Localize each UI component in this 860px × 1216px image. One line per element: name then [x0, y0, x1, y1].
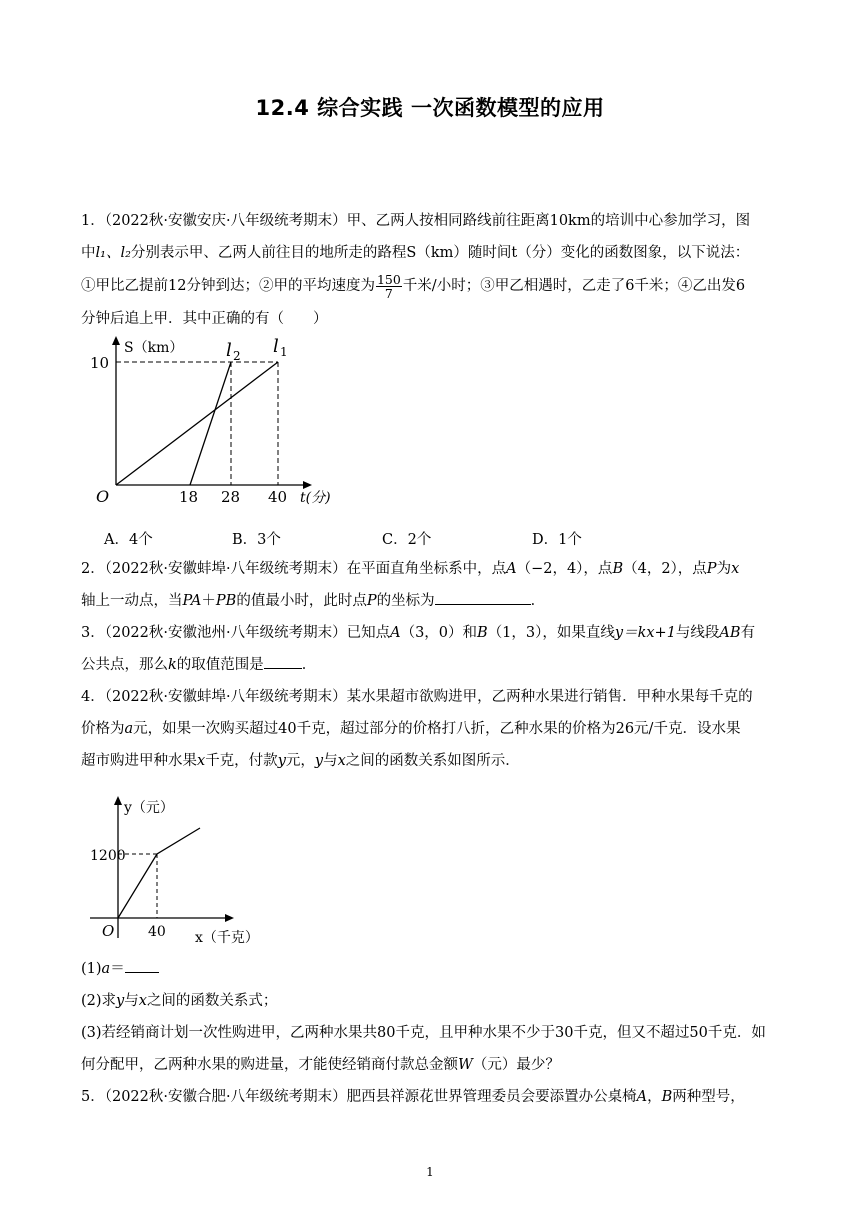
- q5-text: 5．（2022秋·安徽合肥·八年级统考期末）肥西县祥源花世界管理委员会要添置办公桌椅: [81, 1089, 637, 1105]
- q1-var-l: l₁、l₂: [95, 245, 131, 261]
- x-axis-label: t(分): [300, 490, 331, 505]
- y-axis-arrow: [114, 796, 122, 805]
- var-a: A: [636, 1089, 648, 1105]
- equation: y＝kx+1: [614, 625, 676, 641]
- q3-text: ．: [301, 657, 317, 673]
- q4-text: 元，如果一次购买超过40千克，超过部分的价格打八折，乙种水果的价格为26元/千克．设水果: [133, 721, 741, 737]
- var-a: A: [506, 561, 517, 577]
- q1-text: 分钟后追上甲．其中正确的有（ ）: [81, 311, 328, 327]
- q4-part-3a: [81, 1017, 781, 1049]
- q2-text: 的坐标为: [376, 593, 435, 609]
- q4-text: （元）最少？: [472, 1057, 560, 1073]
- q4-text: (2)求: [81, 993, 117, 1009]
- label-l2: l: [226, 340, 232, 361]
- q4-text: ＝: [110, 961, 125, 977]
- q3-text: 公共点，那么: [81, 657, 168, 673]
- q1-text: ①甲比乙提前12分钟到达；②甲的平均速度为: [81, 278, 375, 294]
- q2-text: （4，2），点: [623, 561, 707, 577]
- var-a: A: [390, 625, 401, 641]
- var-y: y: [314, 753, 324, 769]
- question-1: [81, 205, 781, 335]
- y-axis-label: y（元）: [124, 800, 174, 816]
- tick-y-10: 10: [90, 354, 110, 372]
- q2-line-1: [81, 553, 781, 585]
- question-2: [81, 553, 781, 617]
- q1-text: 千米/小时；③甲乙相遇时，乙走了6千米；④乙出发6: [402, 278, 746, 294]
- function-line: [118, 828, 200, 918]
- var-ab: AB: [719, 625, 741, 641]
- tick-x-40: 40: [148, 924, 166, 940]
- answer-blank[interactable]: [435, 588, 531, 605]
- q4-text: (3)若经销商计划一次性购进甲，乙两种水果共80千克，且甲种水果不少于30千克，但又不超过50千克．如: [81, 1025, 766, 1041]
- var-a: a: [124, 721, 134, 737]
- var-b: B: [661, 1089, 673, 1105]
- fraction-numerator: 150: [376, 271, 401, 287]
- var-y: y: [277, 753, 286, 769]
- q4-line-2: [81, 713, 781, 745]
- x-axis-label: x（千克）: [195, 930, 259, 946]
- q4-part-1: [81, 953, 781, 985]
- option-b[interactable]: B．3个: [232, 532, 281, 548]
- graph-1: [80, 330, 360, 505]
- var-w: W: [458, 1057, 473, 1073]
- line-l1: [116, 362, 278, 485]
- q1-text: 中: [81, 245, 96, 261]
- option-c[interactable]: C．2个: [382, 532, 432, 548]
- label-l1: l: [273, 336, 279, 357]
- y-axis-label: S（km）: [124, 340, 184, 356]
- option-d[interactable]: D．1个: [532, 532, 582, 548]
- q4-text: 与: [124, 993, 139, 1009]
- origin-label: O: [96, 487, 110, 505]
- question-4-parts: [81, 953, 781, 1081]
- q1-text: 1．（2022秋·安徽安庆·八年级统考期末）甲、乙两人按相同路线前往距离10km的培训中心参加学习，图: [81, 213, 751, 229]
- q3-text: 有: [740, 625, 756, 641]
- q3-text: （3，0）和: [400, 625, 478, 641]
- origin-label: O: [102, 922, 115, 940]
- q4-text: 之间的函数关系如图所示．: [345, 753, 520, 769]
- q2-text: ．: [530, 593, 546, 609]
- q4-line-3: [81, 745, 781, 777]
- question-3: [81, 617, 781, 681]
- q1-text: 变化的函数图象，以下说法：: [560, 245, 750, 261]
- q4-text: 千克，付款: [205, 753, 278, 769]
- answer-blank[interactable]: [264, 652, 302, 669]
- plus-sign: ＋: [201, 593, 216, 609]
- x-axis-arrow: [225, 914, 234, 922]
- q4-part-2: [81, 985, 781, 1017]
- q2-text: 为: [716, 561, 732, 577]
- q4-text: 与: [323, 753, 338, 769]
- x-axis-arrow: [303, 481, 312, 489]
- q5-line-1: [81, 1081, 781, 1113]
- fraction-denominator: 7: [384, 285, 393, 301]
- tick-x-28: 28: [221, 488, 241, 505]
- var-k: k: [168, 657, 177, 673]
- question-5: [81, 1081, 781, 1113]
- q5-text: 两种型号，: [672, 1089, 745, 1105]
- page-number: 1: [426, 1165, 434, 1179]
- var-pb: PB: [215, 593, 237, 609]
- q2-text: （−2，4），点: [516, 561, 613, 577]
- q1-text: 随时间: [467, 245, 512, 261]
- tick-x-40: 40: [268, 488, 288, 505]
- q4-text: 之间的函数关系式；: [146, 993, 278, 1009]
- var-pa: PA: [182, 593, 202, 609]
- q4-text: 何分配甲，乙两种水果的购进量，才能使经销商付款总金额: [81, 1057, 458, 1073]
- tick-y-1200: 1200: [90, 848, 126, 864]
- graph-2: [90, 790, 280, 955]
- var-p: P: [366, 593, 377, 609]
- label-l2-sub: 2: [233, 349, 241, 363]
- var-x: x: [731, 561, 740, 577]
- page-title: 12.4 综合实践 一次函数模型的应用: [255, 96, 605, 120]
- q1-var-t: t（分）: [511, 245, 561, 261]
- q3-text: 与线段: [675, 625, 720, 641]
- var-x: x: [138, 993, 147, 1009]
- q4-text: 4．（2022秋·安徽蚌埠·八年级统考期末）某水果超市欲购进甲，乙两种水果进行销售．甲种水果每千克的: [81, 689, 753, 705]
- q1-text: 分别表示甲、乙两人前往目的地所走的路程: [130, 245, 407, 261]
- tick-x-18: 18: [179, 488, 199, 505]
- var-y: y: [116, 993, 125, 1009]
- var-x: x: [337, 753, 346, 769]
- y-axis-arrow: [112, 336, 120, 345]
- q4-text: 超市购进甲种水果: [81, 753, 197, 769]
- q2-text: 的值最小时，此时点: [236, 593, 367, 609]
- q3-text: 的取值范围是: [176, 657, 264, 673]
- q1-var-s: S（km）: [406, 245, 468, 261]
- q3-line-1: [81, 617, 781, 649]
- q4-text: 元，: [285, 753, 315, 769]
- q4-part-3b: [81, 1049, 781, 1081]
- var-x: x: [197, 753, 206, 769]
- q1-line-2: [81, 237, 781, 269]
- var-b: B: [477, 625, 488, 641]
- answer-blank[interactable]: [125, 956, 159, 973]
- var-b: B: [612, 561, 624, 577]
- label-l1-sub: 1: [280, 345, 288, 359]
- q4-text: (1): [81, 961, 102, 977]
- var-p: P: [706, 561, 717, 577]
- q2-line-2: [81, 585, 781, 617]
- q2-text: 轴上一动点，当: [81, 593, 183, 609]
- q1-line-1: [81, 205, 781, 237]
- q1-line-3: [81, 269, 781, 303]
- option-a[interactable]: A．4个: [104, 532, 153, 548]
- q4-text: 价格为: [81, 721, 125, 737]
- fraction: [376, 273, 402, 300]
- q3-line-2: [81, 649, 781, 681]
- q4-line-1: [81, 681, 781, 713]
- question-4: [81, 681, 781, 777]
- q5-text: ，: [647, 1089, 662, 1105]
- q2-text: 2．（2022秋·安徽蚌埠·八年级统考期末）在平面直角坐标系中，点: [81, 561, 507, 577]
- q3-text: （1，3），如果直线: [487, 625, 615, 641]
- var-a: a: [101, 961, 111, 977]
- q3-text: 3．（2022秋·安徽池州·八年级统考期末）已知点: [81, 625, 391, 641]
